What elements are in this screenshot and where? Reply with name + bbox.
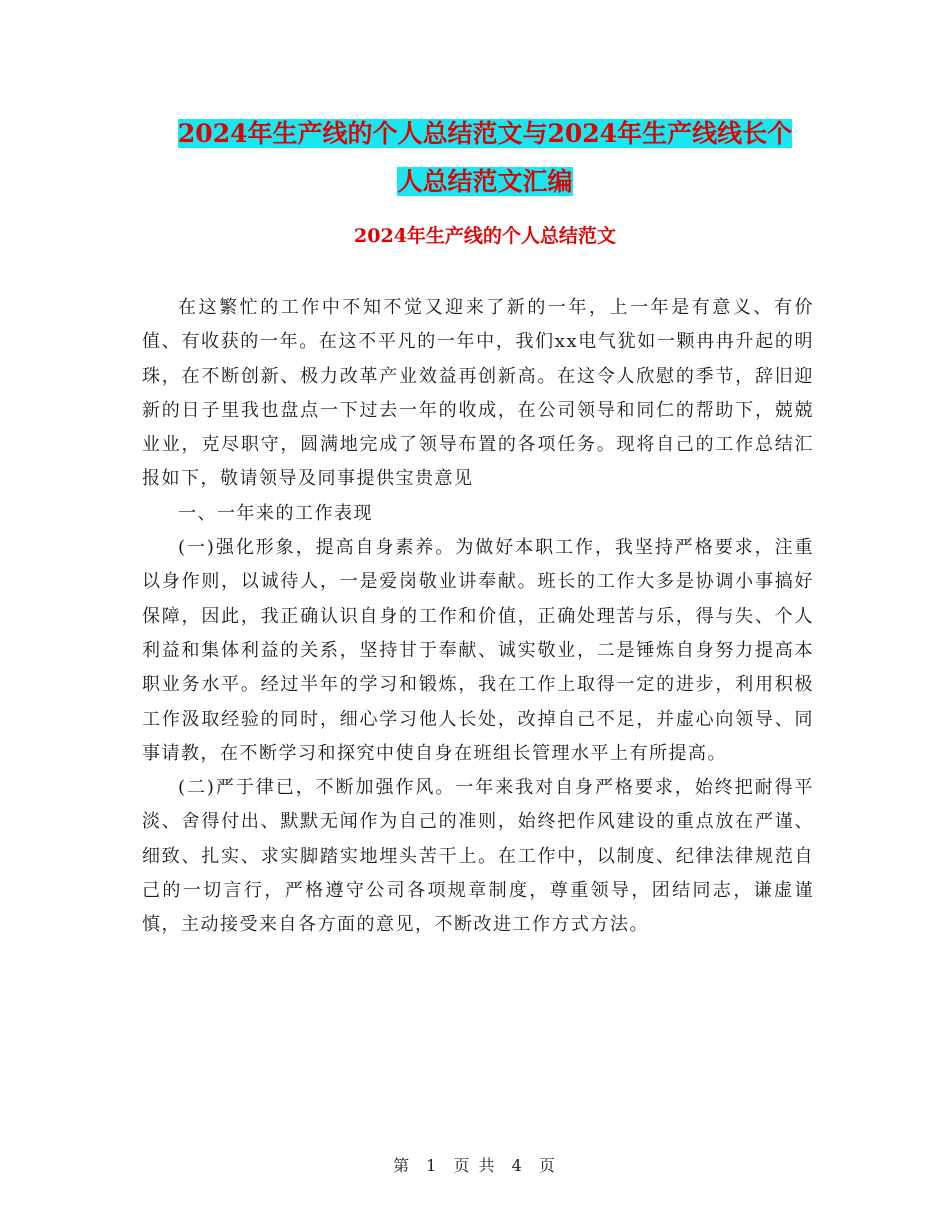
document-title-line-1: 2024年生产线的个人总结范文与2024年生产线线长个 (177, 119, 793, 148)
page-label-mid: 页 共 (453, 1156, 497, 1175)
paragraph-image-and-quality: (一)强化形象，提高自身素养。为做好本职工作，我坚持严格要求，注重以身作则，以诚待人，一是爱岗敬业讲奉献。班长的工作大多是协调小事搞好保障，因此，我正确认识自身的工作和价值，正确处理苦与乐，得与失、个人利益和集体利益的关系，坚持甘于奉献、诚实敬业，二是锤炼自身努力提高本职业务水平。经过半年的学习和锻炼，我在工作上取得一定的进步，利用积极工作汲取经验的同时，细心学习他人长处，改掉自己不足，并虚心向领导、同事请教，在不断学习和探究中使自身在班组长管理水平上有所提高。 (142, 537, 814, 764)
total-page-count: 4 (511, 1156, 524, 1175)
page-label-suffix: 页 (538, 1156, 557, 1175)
document-title (140, 110, 830, 206)
paragraph-intro: 在这繁忙的工作中不知不觉又迎来了新的一年，上一年是有意义、有价值、有收获的一年。在这不平凡的一年中，我们xx电气犹如一颗冉冉升起的明珠，在不断创新、极力改革产业效益再创新高。在这令人欣慰的季节，辞旧迎新的日子里我也盘点一下过去一年的收成，在公司领导和同仁的帮助下，兢兢业业，克尽职守，圆满地完成了领导布置的各项任务。现将自己的工作总结汇报如下，敬请领导及同事提供宝贵意见 (142, 297, 814, 490)
page-footer (0, 1154, 950, 1178)
paragraph-self-discipline: (二)严于律已，不断加强作风。一年来我对自身严格要求，始终把耐得平淡、舍得付出、默默无闻作为自己的准则，始终把作风建设的重点放在严谨、细致、扎实、求实脚踏实地埋头苦干上。在工作中，以制度、纪律法律规范自己的一切言行，严格遵守公司各项规章制度，尊重领导，团结同志，谦虚谨慎，主动接受来自各方面的意见，不断改进工作方式方法。 (142, 777, 814, 936)
page-label-prefix: 第 (393, 1156, 412, 1175)
section-title: 2024年生产线的个人总结范文 (354, 225, 616, 247)
document-body (142, 291, 814, 943)
document-title-line-2: 人总结范文汇编 (397, 167, 573, 196)
paragraph-heading-work-performance: 一、一年来的工作表现 (178, 502, 373, 524)
current-page-number: 1 (426, 1156, 439, 1175)
